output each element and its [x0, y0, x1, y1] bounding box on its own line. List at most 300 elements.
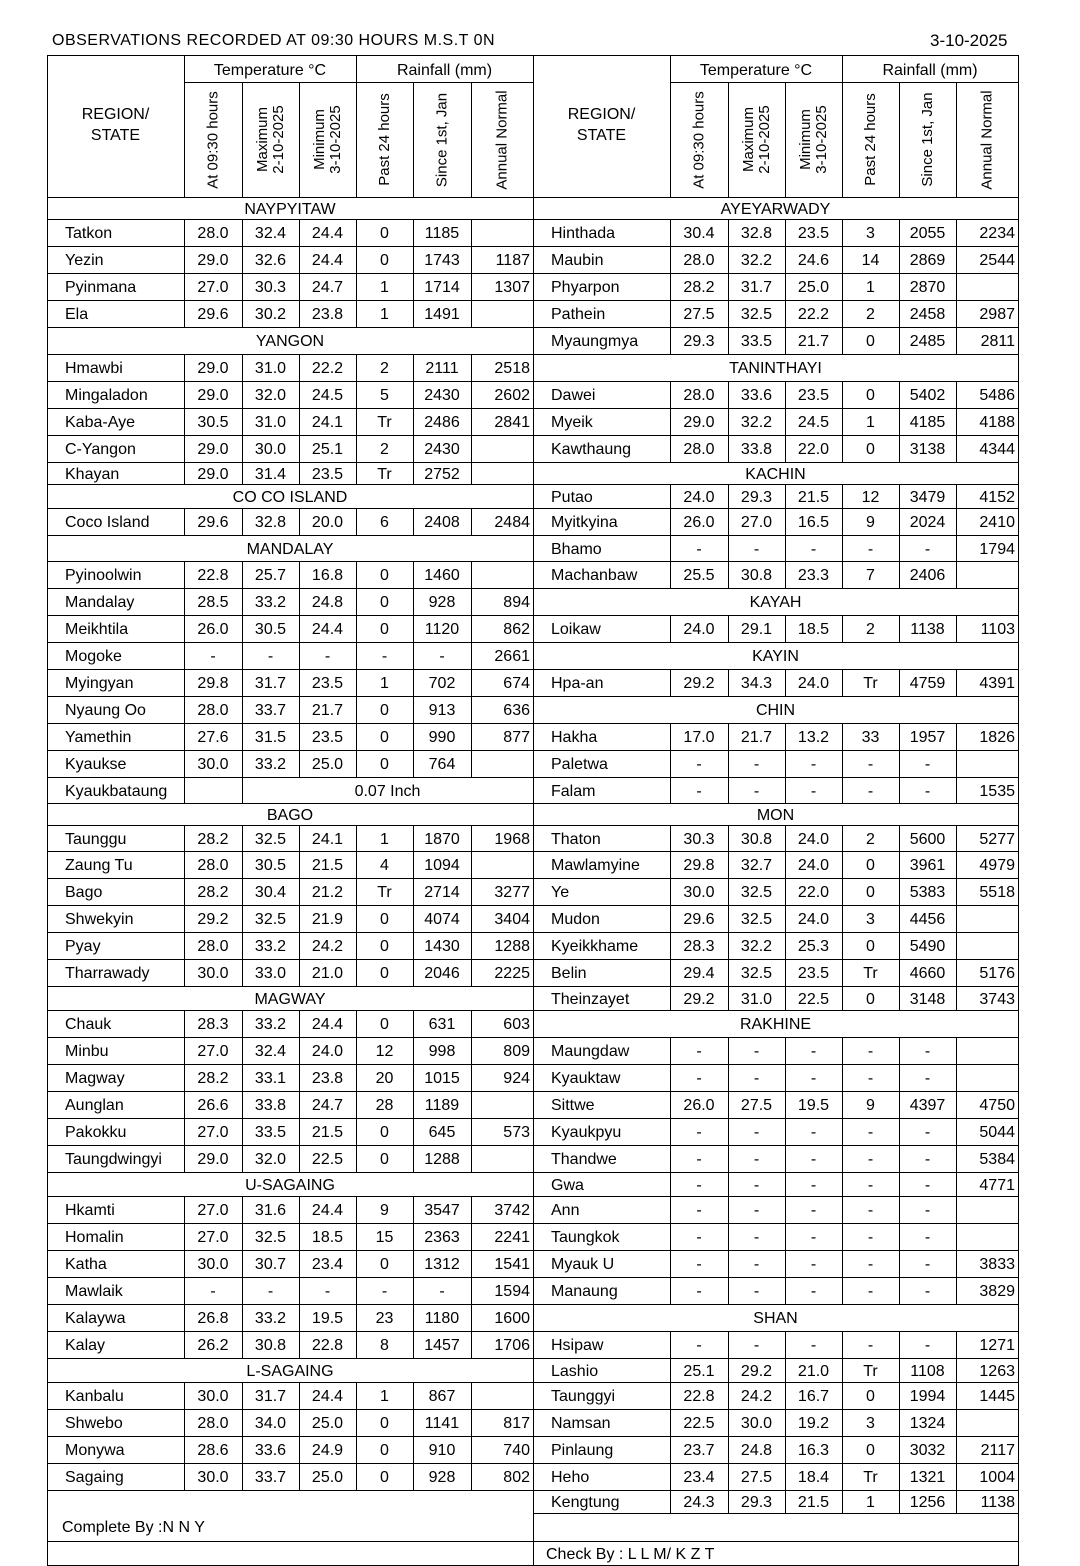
annual-normal: 2987 — [979, 306, 1015, 323]
rain-since-jan: 4397 — [909, 1097, 946, 1114]
rain-24h: Tr — [863, 1469, 878, 1486]
rain-since-jan: - — [924, 1124, 931, 1141]
rain-since-jan: 1015 — [424, 1070, 460, 1087]
temp-max: 32.5 — [740, 884, 773, 901]
annual-normal: 4979 — [979, 857, 1015, 874]
rain-24h: - — [867, 1124, 874, 1141]
temp-0930: 30.0 — [197, 1469, 229, 1486]
rain-since-jan: - — [924, 1176, 931, 1194]
station-name: Sittwe — [551, 1097, 595, 1114]
rain-24h: 0 — [380, 911, 389, 928]
temp-0930: - — [696, 782, 702, 800]
annual-normal: 573 — [503, 1124, 530, 1141]
temp-min: 23.8 — [311, 1070, 344, 1087]
station-name: Theinzayet — [551, 990, 630, 1008]
rain-24h: 0 — [380, 965, 389, 982]
station-name: Heho — [551, 1469, 590, 1486]
station-name: Hsipaw — [551, 1337, 604, 1354]
temp-0930: 29.6 — [683, 911, 715, 928]
rain-since-jan: 4456 — [909, 911, 946, 928]
temp-min: 23.5 — [311, 465, 344, 483]
rain-24h: 1 — [380, 306, 389, 323]
left-rainfall-header: Rainfall (mm) — [396, 61, 493, 79]
station-name: Kyaukse — [65, 756, 127, 773]
annual-normal: 1271 — [979, 1337, 1015, 1354]
rain-since-jan: 1094 — [424, 857, 460, 874]
rain-since-jan: 5383 — [909, 884, 946, 901]
right-section-heading: KAYIN — [752, 648, 799, 665]
station-name: Taungdwingyi — [65, 1151, 162, 1168]
annual-normal: 4188 — [979, 414, 1015, 431]
annual-normal: 3833 — [979, 1256, 1015, 1273]
station-name: Mogoke — [65, 648, 122, 665]
temp-max: 31.4 — [254, 465, 287, 483]
station-name: Mingaladon — [65, 387, 148, 404]
temp-max: 30.2 — [254, 306, 287, 323]
rain-since-jan: 1288 — [424, 1151, 460, 1168]
header-text-line: Past 24 hours — [375, 93, 393, 186]
station-name: Pinlaung — [551, 1442, 614, 1459]
rain-24h: Tr — [863, 965, 878, 982]
temp-min: 22.0 — [797, 441, 830, 458]
temp-max: 25.7 — [254, 567, 287, 584]
rain-since-jan: 867 — [428, 1388, 456, 1405]
station-name: Aunglan — [65, 1097, 124, 1114]
temp-max: 24.2 — [740, 1388, 773, 1405]
temp-min: 23.5 — [311, 729, 344, 746]
temp-max: 30.7 — [254, 1256, 287, 1273]
annual-normal — [956, 561, 1018, 588]
temp-max: 32.5 — [740, 965, 773, 982]
rain-24h: 3 — [866, 1415, 875, 1432]
rain-since-jan: - — [924, 1070, 931, 1087]
right-at-0930-header — [670, 83, 728, 196]
temp-0930: 26.8 — [197, 1310, 229, 1327]
temp-min: - — [810, 1124, 817, 1141]
rain-since-jan: 2870 — [909, 279, 946, 296]
station-name: Katha — [65, 1256, 107, 1273]
rain-since-jan: - — [439, 648, 445, 665]
temp-min: 18.5 — [311, 1229, 344, 1246]
left-annual-normal-header — [471, 83, 533, 196]
temp-min: 22.2 — [797, 306, 830, 323]
temp-min: 24.5 — [311, 387, 344, 404]
rain-24h: 0 — [380, 1469, 389, 1486]
annual-normal: 1187 — [495, 252, 530, 269]
temp-0930: 22.5 — [683, 1415, 715, 1432]
station-name: Minbu — [65, 1043, 109, 1060]
temp-0930: 29.0 — [197, 360, 229, 377]
temp-max: - — [753, 1070, 760, 1087]
rain-since-jan: 1321 — [909, 1469, 946, 1486]
temp-min: 24.0 — [797, 911, 830, 928]
rain-24h: - — [867, 1283, 874, 1300]
station-name: Ye — [551, 884, 570, 901]
temp-0930: 24.0 — [683, 488, 715, 506]
station-remark: 0.07 Inch — [354, 782, 421, 800]
annual-normal: 1138 — [980, 1494, 1015, 1511]
rain-since-jan: 1108 — [910, 1362, 945, 1380]
temp-min: 24.7 — [311, 279, 344, 296]
temp-max: 32.8 — [740, 225, 773, 242]
station-name: Thaton — [551, 830, 601, 848]
temp-min: 21.5 — [311, 1124, 344, 1141]
temp-0930: 28.0 — [683, 441, 715, 458]
station-name: Kalay — [65, 1337, 106, 1354]
temp-max: 29.3 — [740, 1494, 773, 1511]
station-name: Monywa — [65, 1442, 125, 1459]
rain-since-jan: 5600 — [909, 830, 946, 848]
temp-max: 30.5 — [254, 857, 287, 874]
rain-24h: - — [867, 540, 874, 558]
annual-normal: 2484 — [494, 514, 530, 531]
rain-24h: 9 — [866, 514, 875, 531]
temp-max: 33.2 — [254, 1310, 287, 1327]
left-section-heading: CO CO ISLAND — [232, 488, 348, 506]
rain-since-jan: 1491 — [424, 306, 460, 323]
rain-since-jan: 1256 — [909, 1494, 946, 1511]
temp-max: - — [753, 756, 760, 773]
temp-min: 19.5 — [797, 1097, 830, 1114]
temp-min: 23.5 — [797, 387, 830, 404]
temp-0930: - — [696, 756, 702, 773]
rain-24h: 0 — [380, 225, 389, 242]
annual-normal: 5518 — [979, 884, 1015, 901]
rain-since-jan: 5490 — [909, 938, 946, 955]
station-name: Loikaw — [551, 621, 601, 638]
station-name: Coco Island — [65, 514, 150, 531]
temp-0930: 30.3 — [683, 830, 715, 848]
annual-normal — [956, 1037, 1018, 1064]
rain-24h: 0 — [380, 702, 389, 719]
temp-max: 32.5 — [740, 911, 773, 928]
station-name: Mawlamyine — [551, 857, 640, 874]
rain-since-jan: - — [924, 1256, 931, 1273]
left-section-heading: L-SAGAING — [246, 1362, 334, 1380]
rain-24h: 0 — [866, 387, 875, 404]
rain-since-jan: 2752 — [424, 465, 460, 483]
right-maximum-header — [728, 83, 785, 196]
station-name: Tatkon — [65, 225, 113, 242]
temp-min: 24.4 — [311, 1202, 344, 1219]
rain-since-jan: 1312 — [424, 1256, 460, 1273]
temp-max: 32.2 — [740, 414, 773, 431]
rain-since-jan: 702 — [428, 675, 456, 692]
temp-min: 25.0 — [797, 279, 830, 296]
annual-normal: 5384 — [979, 1151, 1015, 1168]
left-section-heading: MAGWAY — [254, 990, 326, 1008]
rain-24h: - — [867, 1337, 874, 1354]
temp-max: 31.0 — [254, 360, 287, 377]
rain-since-jan: - — [924, 1151, 931, 1168]
rain-since-jan: 2046 — [424, 965, 460, 982]
temp-0930: 28.0 — [683, 387, 715, 404]
rain-24h: 0 — [380, 938, 389, 955]
temp-max: - — [753, 1229, 760, 1246]
annual-normal — [471, 300, 533, 327]
rain-since-jan: 3547 — [424, 1202, 460, 1219]
station-name: Putao — [551, 488, 593, 506]
temp-max: 30.8 — [740, 830, 773, 848]
annual-normal: 2225 — [494, 965, 530, 982]
rain-24h: - — [867, 1151, 874, 1168]
rain-since-jan: 4660 — [909, 965, 946, 982]
rain-24h: 0 — [866, 938, 875, 955]
rain-24h: 0 — [866, 1388, 875, 1405]
station-name: Maubin — [551, 252, 604, 269]
annual-normal: 1706 — [494, 1337, 530, 1354]
left-at-0930-header — [184, 83, 242, 196]
rain-since-jan: 2486 — [424, 414, 460, 431]
annual-normal — [956, 273, 1018, 300]
temp-max: - — [753, 1151, 760, 1168]
annual-normal: 1968 — [494, 830, 530, 848]
rain-24h: 9 — [380, 1202, 389, 1219]
temp-0930: - — [696, 1151, 702, 1168]
annual-normal — [471, 462, 533, 484]
temp-max: 30.0 — [740, 1415, 773, 1432]
station-name: Kyeikkhame — [551, 938, 639, 955]
right-region-header: REGION/ STATE — [567, 106, 636, 144]
station-name: Maungdaw — [551, 1043, 630, 1060]
rain-since-jan: 2485 — [909, 333, 946, 350]
temp-max: 33.2 — [254, 594, 287, 611]
station-name: Kengtung — [551, 1494, 620, 1511]
annual-normal — [956, 1064, 1018, 1091]
temp-max: 31.0 — [740, 990, 773, 1008]
rain-since-jan: - — [924, 1283, 931, 1300]
rain-since-jan: - — [924, 1202, 931, 1219]
rain-24h: 15 — [375, 1229, 394, 1246]
temp-min: - — [324, 648, 331, 665]
annual-normal: 2811 — [980, 333, 1015, 350]
annual-normal: 862 — [503, 621, 530, 638]
station-name: Mawlaik — [65, 1283, 123, 1300]
station-name: Ann — [551, 1202, 580, 1219]
rain-since-jan: 1714 — [424, 279, 460, 296]
annual-normal: 5044 — [979, 1124, 1015, 1141]
rain-since-jan: 2406 — [909, 567, 946, 584]
rain-24h: - — [867, 1202, 874, 1219]
annual-normal — [471, 1145, 533, 1172]
annual-normal: 636 — [503, 702, 530, 719]
temp-0930: 26.0 — [197, 621, 229, 638]
header-text-line: 2-10-2025 — [755, 105, 773, 174]
temp-0930: 22.8 — [197, 567, 229, 584]
temp-0930: 28.0 — [197, 938, 229, 955]
report-title: OBSERVATIONS RECORDED AT 09:30 HOURS M.S.T 0N — [52, 32, 496, 49]
temp-max: 31.0 — [254, 414, 287, 431]
station-name: Taunggu — [65, 830, 127, 848]
temp-0930: 29.6 — [197, 306, 229, 323]
temp-max: 31.7 — [740, 279, 773, 296]
temp-0930: - — [696, 1337, 702, 1354]
rain-24h: Tr — [377, 414, 392, 431]
temp-min: - — [810, 1229, 817, 1246]
temp-max: - — [267, 1283, 274, 1300]
temp-min: 21.9 — [311, 911, 344, 928]
annual-normal — [956, 750, 1018, 777]
rain-since-jan: 913 — [428, 702, 456, 719]
temp-0930: - — [696, 1176, 702, 1194]
right-past-24-header — [842, 83, 899, 196]
temp-min: 24.8 — [311, 594, 344, 611]
temp-max: 32.5 — [254, 911, 287, 928]
temp-min: - — [810, 782, 817, 800]
station-name: Hinthada — [551, 225, 616, 242]
temp-0930: 29.2 — [683, 990, 715, 1008]
right-section-heading: RAKHINE — [739, 1016, 812, 1033]
rain-24h: 12 — [861, 488, 880, 506]
temp-max: - — [753, 1283, 760, 1300]
annual-normal — [471, 435, 533, 462]
station-name: Lashio — [551, 1362, 599, 1380]
temp-min: 25.0 — [311, 1469, 344, 1486]
station-name: Gwa — [551, 1176, 584, 1194]
header-text-line: 3-10-2025 — [326, 105, 344, 174]
header-text-line: 2-10-2025 — [269, 105, 287, 174]
annual-normal — [471, 219, 533, 246]
rain-24h: - — [867, 1229, 874, 1246]
left-minimum-header — [299, 83, 356, 196]
station-name: Taunggyi — [551, 1388, 616, 1405]
rain-since-jan: 3148 — [909, 990, 946, 1008]
temp-max: 33.2 — [254, 1016, 287, 1033]
temp-min: 24.4 — [311, 1388, 344, 1405]
left-past-24-header — [356, 83, 413, 196]
temp-min: 23.8 — [311, 306, 344, 323]
temp-max: 33.7 — [254, 1469, 287, 1486]
annual-normal: 894 — [503, 594, 530, 611]
temp-0930: 29.4 — [683, 965, 715, 982]
right-section-heading: MON — [756, 806, 795, 824]
temp-0930: 27.0 — [197, 1202, 229, 1219]
temp-min: 25.0 — [311, 756, 344, 773]
annual-normal: 5277 — [979, 830, 1015, 848]
rain-24h: 3 — [866, 911, 875, 928]
rain-since-jan: 1180 — [424, 1310, 460, 1327]
temp-0930: 28.0 — [197, 702, 229, 719]
rain-24h: 4 — [380, 857, 389, 874]
temp-max: 32.7 — [740, 857, 773, 874]
temp-max: 33.2 — [254, 938, 287, 955]
header-text-line: 3-10-2025 — [812, 105, 830, 174]
annual-normal — [471, 1091, 533, 1118]
temp-min: 25.0 — [311, 1415, 344, 1432]
temp-0930: 27.0 — [197, 279, 229, 296]
rain-since-jan: 1430 — [424, 938, 460, 955]
temp-0930: 28.0 — [197, 1415, 229, 1432]
left-section-heading: YANGON — [255, 333, 325, 350]
temp-min: - — [810, 1256, 817, 1273]
left-maximum-header — [242, 83, 299, 196]
station-name: Pakokku — [65, 1124, 127, 1141]
temp-min: 21.7 — [797, 333, 830, 350]
station-name: Kyaukpyu — [551, 1124, 622, 1141]
temp-0930: - — [696, 1283, 702, 1300]
temp-max: - — [753, 540, 760, 558]
annual-normal: 809 — [503, 1043, 530, 1060]
temp-min: - — [324, 1283, 331, 1300]
rain-24h: 23 — [375, 1310, 394, 1327]
temp-0930: 28.2 — [197, 884, 229, 901]
station-name: Paletwa — [551, 756, 608, 773]
rain-24h: 2 — [866, 306, 875, 323]
temp-0930: 28.5 — [197, 594, 229, 611]
temp-max: - — [753, 1256, 760, 1273]
rain-since-jan: 4185 — [909, 414, 946, 431]
station-name: Nyaung Oo — [65, 702, 146, 719]
rain-since-jan: 998 — [428, 1043, 456, 1060]
station-name: Shwekyin — [65, 911, 134, 928]
rain-24h: 8 — [380, 1337, 389, 1354]
rain-24h: 0 — [866, 333, 875, 350]
temp-0930: 26.2 — [197, 1337, 229, 1354]
rain-24h: 1 — [380, 1388, 389, 1405]
temp-0930: 28.3 — [197, 1016, 229, 1033]
temp-max: 34.3 — [740, 675, 773, 692]
station-name: Homalin — [65, 1229, 124, 1246]
grid-line — [47, 1490, 533, 1491]
temp-max: 29.2 — [740, 1362, 773, 1380]
temp-max: - — [753, 1176, 760, 1194]
annual-normal — [956, 1409, 1018, 1436]
right-annual-normal-header — [956, 83, 1018, 196]
temp-0930: 26.6 — [197, 1097, 229, 1114]
temp-max: - — [753, 782, 760, 800]
annual-normal: 5176 — [979, 965, 1015, 982]
right-section-heading: CHIN — [755, 702, 796, 719]
temp-min: 19.2 — [797, 1415, 830, 1432]
annual-normal: 1826 — [979, 729, 1015, 746]
annual-normal: 877 — [503, 729, 530, 746]
annual-normal — [471, 1382, 533, 1409]
left-section-heading: NAYPYITAW — [244, 200, 336, 218]
rain-24h: 0 — [866, 857, 875, 874]
temp-min: 23.5 — [797, 225, 830, 242]
temp-max: - — [753, 1202, 760, 1219]
temp-max: 24.8 — [740, 1442, 773, 1459]
temp-max: 32.8 — [254, 514, 287, 531]
station-name: Shwebo — [65, 1415, 123, 1432]
temp-0930: 30.0 — [197, 965, 229, 982]
temp-0930: 28.2 — [197, 830, 229, 848]
temp-max: 33.5 — [740, 333, 773, 350]
rain-since-jan: 1457 — [424, 1337, 460, 1354]
temp-max: - — [267, 648, 274, 665]
station-name: Namsan — [551, 1415, 611, 1432]
station-name: Ela — [65, 306, 89, 323]
rain-since-jan: 928 — [428, 1469, 456, 1486]
temp-max: 27.5 — [740, 1097, 773, 1114]
rain-since-jan: 2408 — [424, 514, 460, 531]
station-name: Kawthaung — [551, 441, 632, 458]
temp-min: 16.5 — [797, 514, 830, 531]
rain-since-jan: 1994 — [909, 1388, 946, 1405]
rain-since-jan: 2111 — [425, 360, 459, 377]
rain-since-jan: 1185 — [424, 225, 460, 242]
temp-max: - — [753, 1337, 760, 1354]
annual-normal: 2841 — [494, 414, 530, 431]
temp-0930: 25.5 — [683, 567, 715, 584]
header-text-line: Maximum — [253, 107, 271, 173]
temp-min: - — [810, 1070, 817, 1087]
temp-0930: 30.5 — [197, 414, 229, 431]
temp-max: 32.4 — [254, 1043, 287, 1060]
temp-max: 33.2 — [254, 756, 287, 773]
temp-max: 32.2 — [740, 938, 773, 955]
temp-0930: 30.0 — [197, 1256, 229, 1273]
